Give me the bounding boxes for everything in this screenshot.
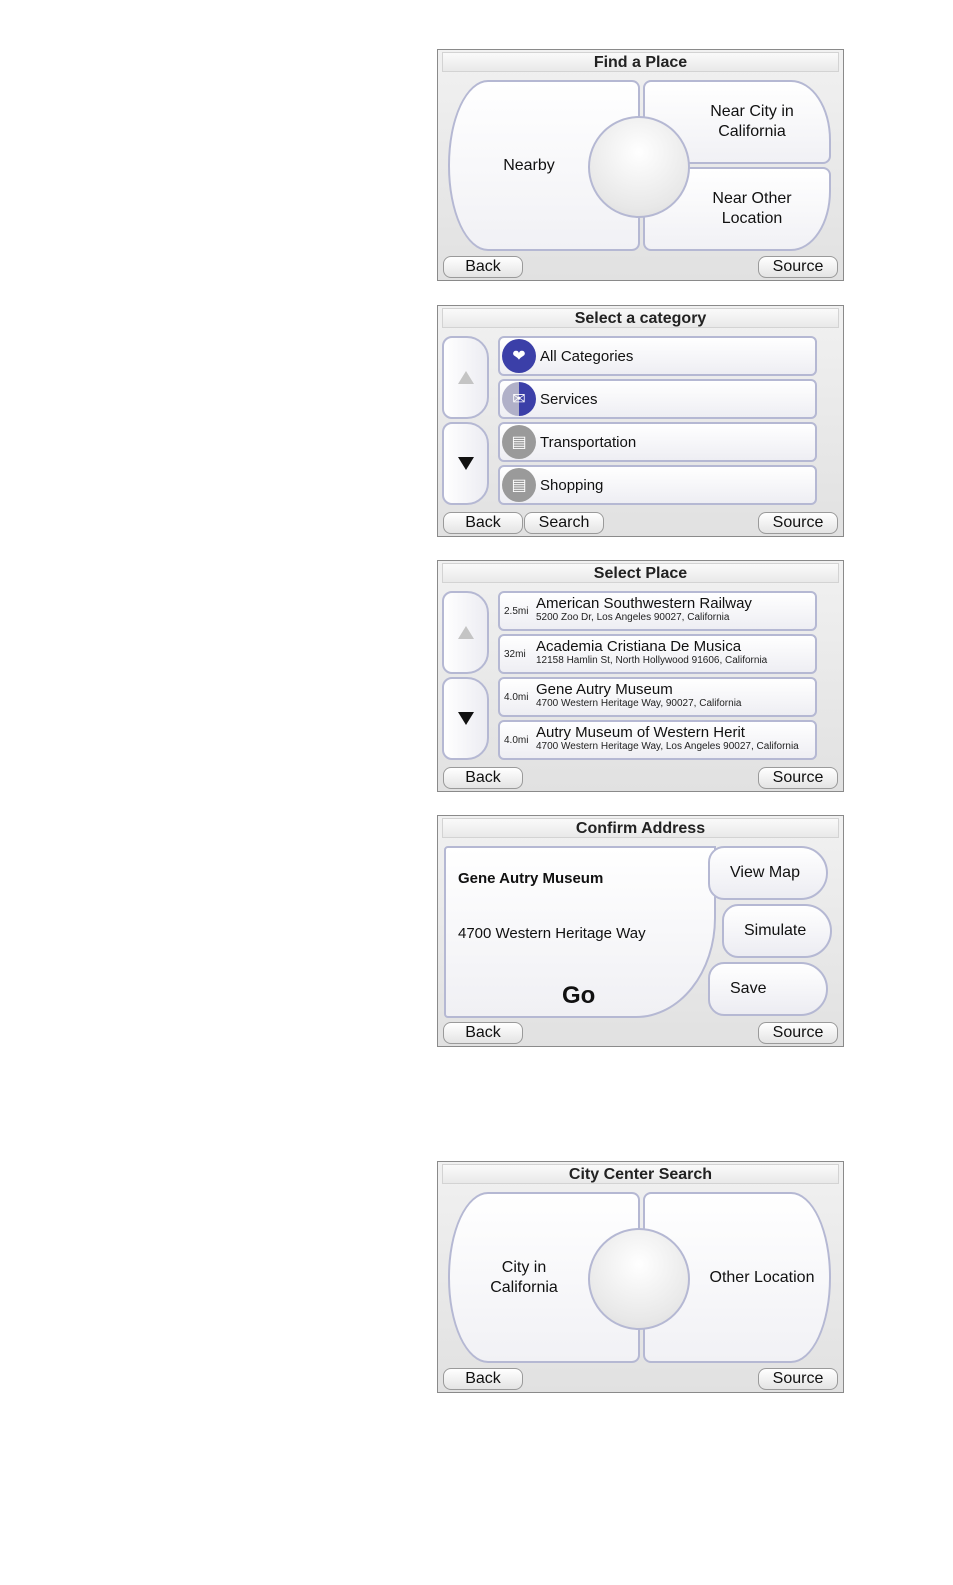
search-button[interactable]: Search [524, 512, 604, 534]
scroll-down-button[interactable] [442, 422, 489, 505]
near-city-label: Near City in California [710, 103, 794, 140]
place-address: 5200 Zoo Dr, Los Angeles 90027, California [536, 612, 730, 623]
screen-title: Confirm Address [442, 818, 839, 838]
arrow-up-icon [458, 371, 474, 384]
select-category-screen [437, 305, 844, 537]
category-label: Services [540, 390, 598, 408]
scroll-up-button[interactable] [442, 336, 489, 419]
destination-name: Gene Autry Museum [458, 870, 604, 887]
center-circle [588, 1228, 690, 1330]
city-center-search-screen [437, 1161, 844, 1393]
nearby-label: Nearby [503, 156, 555, 174]
place-distance: 32mi [504, 648, 526, 660]
center-circle [588, 116, 690, 218]
envelope-icon: ✉ [502, 382, 536, 416]
cart-icon: ▤ [502, 468, 536, 502]
save-button[interactable]: Save [708, 962, 828, 1016]
place-name: Autry Museum of Western Herit [536, 724, 745, 741]
back-button[interactable]: Back [443, 256, 523, 278]
source-button[interactable]: Source [758, 256, 838, 278]
category-item-shopping[interactable] [498, 465, 817, 505]
screen-title: City Center Search [442, 1164, 839, 1184]
place-name: Gene Autry Museum [536, 681, 673, 698]
bus-icon: ▤ [502, 425, 536, 459]
source-button[interactable]: Source [758, 1022, 838, 1044]
source-button[interactable]: Source [758, 1368, 838, 1390]
category-label: Shopping [540, 476, 604, 494]
screen-title: Find a Place [442, 52, 839, 72]
place-address: 4700 Western Heritage Way, 90027, California [536, 698, 742, 709]
back-button[interactable]: Back [443, 767, 523, 789]
select-place-screen [437, 560, 844, 792]
confirm-address-screen [437, 815, 844, 1047]
category-item-services[interactable] [498, 379, 817, 419]
screen-title: Select Place [442, 563, 839, 583]
arrow-down-icon [458, 457, 474, 470]
scroll-down-button[interactable] [442, 677, 489, 760]
place-distance: 4.0mi [504, 691, 529, 703]
category-label: All Categories [540, 347, 634, 365]
go-button[interactable] [444, 846, 716, 1018]
place-item[interactable] [498, 677, 817, 717]
arrow-down-icon [458, 712, 474, 725]
category-item-transportation[interactable] [498, 422, 817, 462]
simulate-button[interactable]: Simulate [722, 904, 832, 958]
category-item-all[interactable] [498, 336, 817, 376]
back-button[interactable]: Back [443, 1368, 523, 1390]
place-address: 4700 Western Heritage Way, Los Angeles 90027, California [536, 741, 799, 752]
back-button[interactable]: Back [443, 1022, 523, 1044]
place-name: Academia Cristiana De Musica [536, 638, 742, 655]
place-address: 12158 Hamlin St, North Hollywood 91606, California [536, 655, 768, 666]
screen-title: Select a category [442, 308, 839, 328]
destination-address: 4700 Western Heritage Way [458, 925, 646, 942]
place-name: American Southwestern Railway [536, 595, 752, 612]
near-other-label: Near Other Location [712, 190, 792, 227]
arrow-up-icon [458, 626, 474, 639]
category-label: Transportation [540, 433, 637, 451]
source-button[interactable]: Source [758, 512, 838, 534]
place-item[interactable] [498, 591, 817, 631]
place-item[interactable] [498, 634, 817, 674]
place-distance: 2.5mi [504, 605, 529, 617]
heart-icon: ❤ [502, 339, 536, 373]
find-place-screen [437, 49, 844, 281]
go-label: Go [562, 982, 596, 1009]
source-button[interactable]: Source [758, 767, 838, 789]
place-item[interactable] [498, 720, 817, 760]
place-distance: 4.0mi [504, 734, 529, 746]
city-in-california-label: City in California [490, 1258, 558, 1296]
other-location-label: Other Location [709, 1268, 815, 1286]
back-button[interactable]: Back [443, 512, 523, 534]
view-map-button[interactable]: View Map [708, 846, 828, 900]
scroll-up-button[interactable] [442, 591, 489, 674]
